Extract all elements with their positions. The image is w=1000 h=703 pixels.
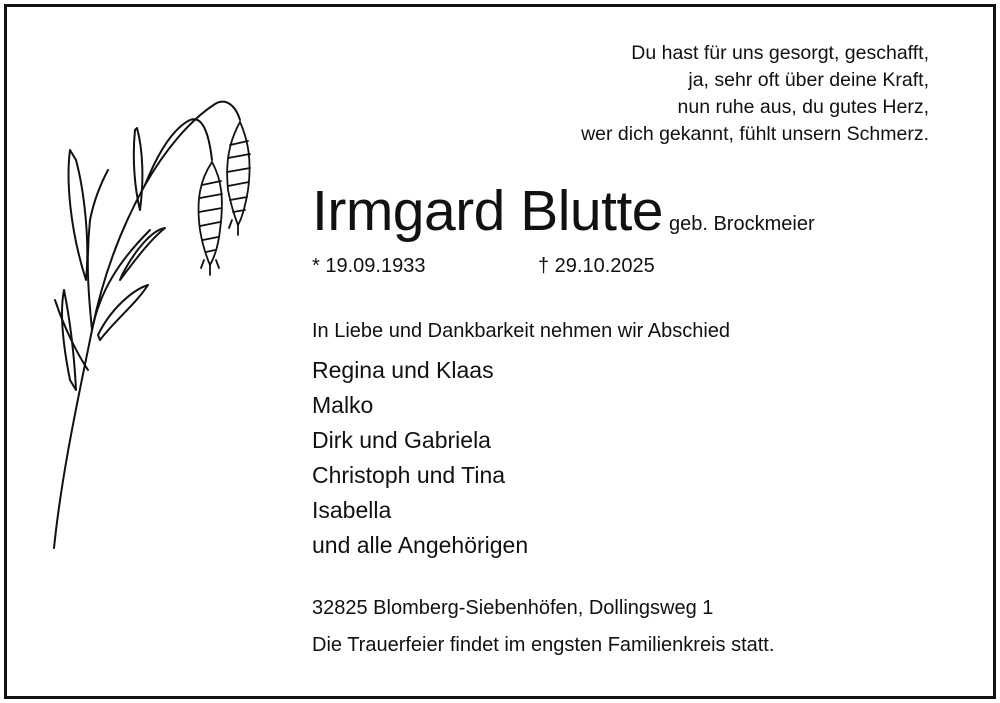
poem-line: wer dich gekannt, fühlt unsern Schmerz.	[581, 123, 929, 145]
life-dates	[312, 255, 655, 278]
mourner: Malko	[312, 392, 374, 418]
mourners-list	[312, 353, 528, 563]
mourner: Isabella	[312, 497, 392, 523]
grass-stalk-illustration-icon	[40, 90, 270, 560]
poem-line: Du hast für uns gesorgt, geschafft,	[631, 42, 929, 64]
address: 32825 Blomberg-Siebenhöfen, Dollingsweg 1	[312, 597, 714, 619]
death-date: † 29.10.2025	[538, 255, 655, 277]
mourner: Dirk und Gabriela	[312, 427, 491, 453]
birth-date: * 19.09.1933	[312, 255, 426, 277]
deceased-name: Irmgard Blutte	[312, 179, 663, 243]
birth-name: geb. Brockmeier	[668, 213, 815, 235]
poem-line: ja, sehr oft über deine Kraft,	[688, 69, 929, 91]
poem-line: nun ruhe aus, du gutes Herz,	[677, 96, 929, 118]
mourner: Christoph und Tina	[312, 462, 506, 488]
farewell-intro: In Liebe und Dankbarkeit nehmen wir Abschied	[312, 320, 731, 342]
ceremony-note: Die Trauerfeier findet im engsten Familienkreis statt.	[312, 634, 775, 656]
mourner: und alle Angehörigen	[312, 532, 529, 558]
poem-verse	[581, 40, 929, 148]
deceased-name-row	[312, 176, 815, 246]
mourner: Regina und Klaas	[312, 357, 494, 383]
